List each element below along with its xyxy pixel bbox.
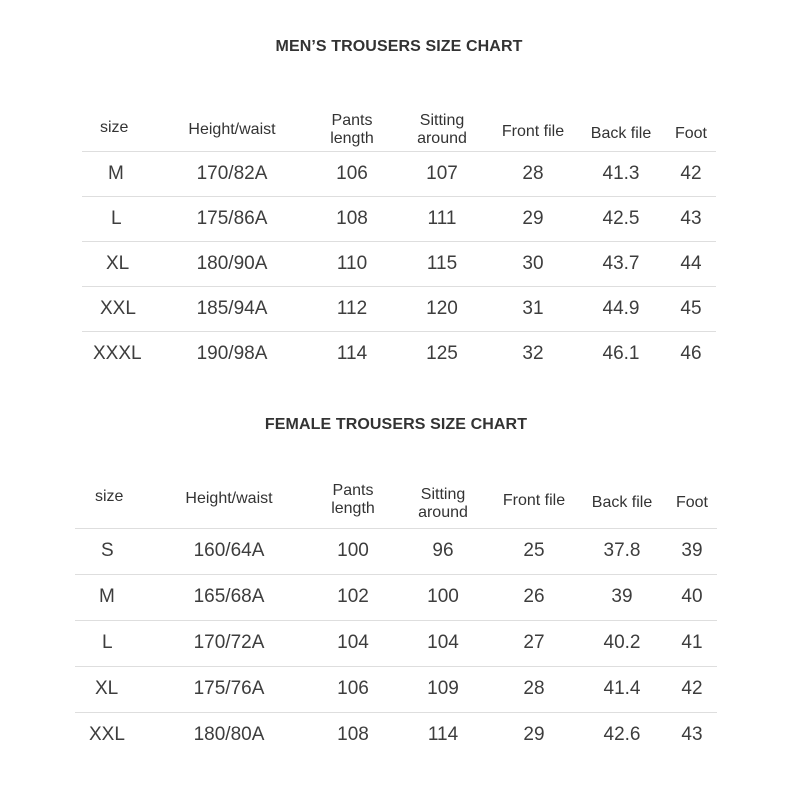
header-front-file: Front file xyxy=(502,491,566,509)
cell-height-waist: 160/64A xyxy=(193,540,265,561)
cell-back-file: 39 xyxy=(611,586,633,607)
cell-pants-length: 108 xyxy=(337,724,369,746)
cell-front-file: 28 xyxy=(522,162,544,184)
cell-foot: 44 xyxy=(680,252,702,274)
header-size: size xyxy=(95,487,124,505)
cell-sitting-around: 120 xyxy=(426,297,458,319)
cell-front-file: 28 xyxy=(523,678,545,699)
cell-sitting-around: 114 xyxy=(427,724,459,746)
cell-size: XL xyxy=(95,678,119,699)
cell-pants-length: 108 xyxy=(336,207,368,229)
cell-pants-length: 106 xyxy=(337,678,369,699)
table-row xyxy=(75,620,717,666)
cell-pants-length: 100 xyxy=(337,540,369,561)
cell-height-waist: 180/80A xyxy=(193,724,265,746)
cell-height-waist: 175/76A xyxy=(193,678,265,699)
cell-front-file: 27 xyxy=(523,632,545,653)
cell-foot: 43 xyxy=(680,207,702,229)
cell-size: XL xyxy=(106,252,130,274)
cell-sitting-around: 100 xyxy=(427,586,459,607)
cell-back-file: 42.5 xyxy=(602,207,640,229)
cell-sitting-around: 125 xyxy=(426,342,458,364)
table-row xyxy=(82,151,716,196)
cell-size: M xyxy=(108,162,124,184)
cell-pants-length: 106 xyxy=(336,162,368,184)
cell-sitting-around: 109 xyxy=(427,678,459,699)
header-back-file: Back file xyxy=(590,124,652,142)
cell-pants-length: 114 xyxy=(336,342,368,364)
header-sitting-line2: around xyxy=(418,503,468,521)
header-pants-length xyxy=(311,468,395,528)
cell-back-file: 43.7 xyxy=(602,252,640,274)
cell-size: L xyxy=(102,632,113,653)
cell-height-waist: 170/72A xyxy=(193,632,265,653)
cell-height-waist: 185/94A xyxy=(196,297,268,319)
cell-back-file: 37.8 xyxy=(603,540,641,561)
header-pants-length xyxy=(310,90,394,151)
table-row xyxy=(75,528,717,574)
table-row xyxy=(75,574,717,620)
cell-front-file: 29 xyxy=(522,207,544,229)
header-front-file: Front file xyxy=(501,122,565,140)
cell-sitting-around: 104 xyxy=(427,632,459,653)
header-sitting-around xyxy=(395,468,491,528)
cell-front-file: 25 xyxy=(523,540,545,561)
cell-sitting-around: 115 xyxy=(426,252,458,274)
table-row xyxy=(75,666,717,712)
cell-pants-length: 102 xyxy=(337,586,369,607)
cell-front-file: 26 xyxy=(523,586,545,607)
header-size: size xyxy=(100,118,129,136)
female-size-chart xyxy=(75,414,717,758)
header-foot: Foot xyxy=(674,124,707,142)
cell-back-file: 42.6 xyxy=(603,724,641,746)
cell-size: S xyxy=(101,540,114,561)
cell-front-file: 29 xyxy=(523,724,545,746)
header-back-file: Back file xyxy=(591,493,653,511)
cell-foot: 46 xyxy=(680,342,702,364)
cell-foot: 45 xyxy=(680,297,702,319)
header-pants-line1: Pants xyxy=(332,481,374,499)
cell-size: XXL xyxy=(100,297,136,319)
cell-height-waist: 165/68A xyxy=(193,586,265,607)
cell-size: M xyxy=(99,586,115,607)
cell-foot: 43 xyxy=(681,724,703,746)
mens-size-table xyxy=(82,90,716,376)
header-sitting-around xyxy=(394,90,490,151)
cell-back-file: 40.2 xyxy=(603,632,641,653)
cell-pants-length: 110 xyxy=(336,252,368,274)
female-size-table xyxy=(75,468,717,758)
cell-height-waist: 190/98A xyxy=(196,342,268,364)
cell-sitting-around: 96 xyxy=(432,540,454,561)
cell-height-waist: 175/86A xyxy=(196,207,268,229)
cell-pants-length: 104 xyxy=(337,632,369,653)
cell-sitting-around: 107 xyxy=(426,162,458,184)
cell-front-file: 31 xyxy=(522,297,544,319)
cell-back-file: 41.4 xyxy=(603,678,641,699)
cell-front-file: 30 xyxy=(522,252,544,274)
cell-size: L xyxy=(111,207,122,229)
header-pants-line1: Pants xyxy=(331,111,373,129)
cell-size: XXXL xyxy=(93,342,142,364)
cell-pants-length: 112 xyxy=(336,297,368,319)
cell-size: XXL xyxy=(89,724,125,746)
cell-foot: 42 xyxy=(680,162,702,184)
cell-foot: 42 xyxy=(681,678,703,699)
header-pants-line2: length xyxy=(331,499,375,517)
table-row xyxy=(82,241,716,286)
cell-foot: 40 xyxy=(681,586,703,607)
cell-foot: 39 xyxy=(681,540,703,561)
mens-size-chart xyxy=(82,36,716,376)
header-height-waist: Height/waist xyxy=(188,120,276,138)
cell-height-waist: 180/90A xyxy=(196,252,268,274)
header-foot: Foot xyxy=(675,493,708,511)
mens-header-row xyxy=(82,90,716,151)
female-chart-title: FEMALE TROUSERS SIZE CHART xyxy=(264,416,528,433)
cell-sitting-around: 111 xyxy=(427,207,457,229)
table-row xyxy=(75,712,717,758)
cell-front-file: 32 xyxy=(522,342,544,364)
female-header-row xyxy=(75,468,717,528)
table-row xyxy=(82,196,716,241)
header-sitting-line2: around xyxy=(417,129,467,147)
header-sitting-line1: Sitting xyxy=(420,485,466,503)
cell-back-file: 46.1 xyxy=(602,342,640,364)
cell-back-file: 44.9 xyxy=(602,297,640,319)
header-height-waist: Height/waist xyxy=(185,489,273,507)
mens-chart-title: MEN’S TROUSERS SIZE CHART xyxy=(275,38,523,55)
table-row xyxy=(82,286,716,331)
header-sitting-line1: Sitting xyxy=(419,111,465,129)
cell-back-file: 41.3 xyxy=(602,162,640,184)
table-row xyxy=(82,331,716,376)
cell-foot: 41 xyxy=(681,632,703,653)
cell-height-waist: 170/82A xyxy=(196,162,268,184)
header-pants-line2: length xyxy=(330,129,374,147)
